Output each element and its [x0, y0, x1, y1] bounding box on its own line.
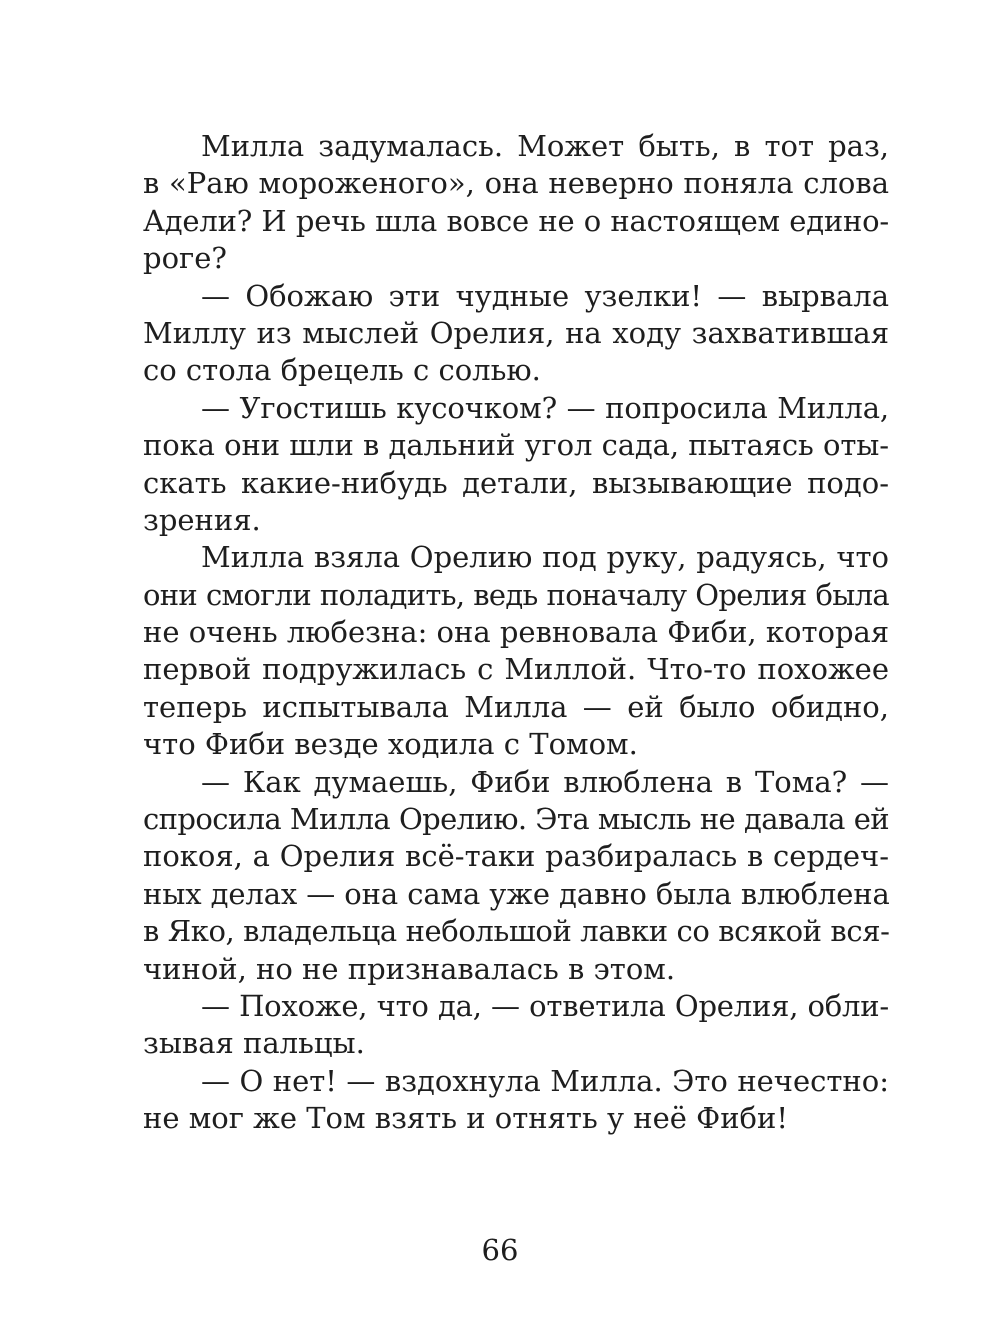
text-line: — Как думаешь, Фиби влюблена в Тома? — [201, 764, 889, 799]
paragraph [143, 1063, 889, 1138]
text-line: Адели? И речь шла вовсе не о настоящем едино- [143, 203, 889, 238]
text-line: пока они шли в дальний угол сада, пытаясь оты- [143, 428, 889, 463]
paragraph [143, 988, 889, 1063]
text-line: зывая пальцы. [143, 1026, 365, 1061]
text-line: не мог же Том взять и отнять у неё Фиби! [143, 1101, 788, 1136]
text-line: зрения. [143, 502, 261, 537]
text-line: — О нет! — вздохнула Милла. Это нечестно: [201, 1063, 889, 1098]
text-line: ных делах — она сама уже давно была влюблена [143, 876, 890, 911]
paragraph [143, 278, 889, 390]
text-line: Милла задумалась. Может быть, в тот раз, [201, 129, 889, 163]
text-line: чиной, но не признавалась в этом. [143, 951, 676, 986]
paragraph [143, 128, 889, 278]
page-number: 66 [481, 1233, 519, 1267]
text-line: в Яко, владельца небольшой лавки со всякой вся- [143, 914, 890, 949]
text-line: теперь испытывала Милла — ей было обидно, [143, 689, 889, 724]
text-line: — Обожаю эти чудные узелки! — вырвала [201, 278, 889, 313]
text-line: спросила Милла Орелию. Эта мысль не давала ей [143, 802, 889, 837]
text-line: — Похоже, что да, — ответила Орелия, обли- [201, 988, 889, 1023]
text-line: со стола брецель с солью. [143, 353, 541, 388]
text-line: покоя, а Орелия всё-таки разбиралась в сердеч- [143, 839, 889, 874]
text-line: не очень любезна: она ревновала Фиби, которая [143, 615, 890, 650]
paragraph [143, 764, 889, 988]
text-line: Миллу из мыслей Орелия, на ходу захватившая [143, 315, 889, 350]
text-line: — Угостишь кусочком? — попросила Милла, [201, 390, 889, 425]
text-line: они смогли поладить, ведь поначалу Орелия была [143, 577, 889, 612]
paragraph [143, 390, 889, 540]
text-line: Милла взяла Орелию под руку, радуясь, что [201, 540, 889, 575]
text-line: первой подружилась с Миллой. Что-то похожее [143, 652, 889, 687]
text-line: что Фиби везде ходила с Томом. [143, 727, 638, 762]
text-line: роге? [143, 241, 227, 276]
text-line: скать какие-нибудь детали, вызывающие подо- [143, 465, 889, 500]
body-text [143, 128, 889, 1138]
text-line: в «Раю мороженого», она неверно поняла слова [143, 166, 889, 201]
paragraph [143, 539, 889, 763]
